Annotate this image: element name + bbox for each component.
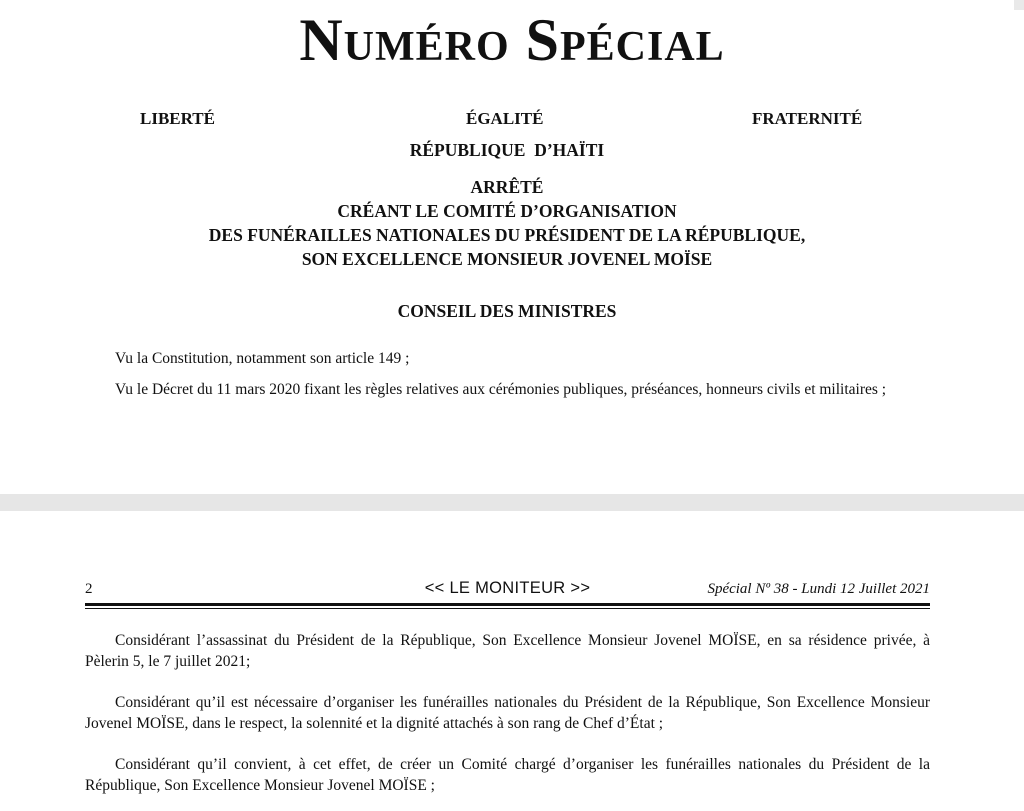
motto-liberte: LIBERTÉ (140, 109, 215, 128)
header-rule (85, 603, 930, 606)
motto-egalite: ÉGALITÉ (466, 109, 544, 128)
decree-title-line: CRÉANT LE COMITÉ D’ORGANISATION (337, 201, 677, 221)
document-page-2 (0, 511, 1024, 811)
running-header (85, 579, 930, 603)
issue-info: Spécial Nº 38 - Lundi 12 Juillet 2021 (707, 581, 930, 597)
considering-paragraph: Considérant qu’il convient, à cet effet, de créer un Comité chargé d’organiser les funérailles nationales du Président de la République, Son Excellence Monsieur Jovenel MOÏSE ; (85, 756, 930, 794)
page-separator (0, 494, 1024, 511)
masthead-title: Numéro Spécial (299, 7, 725, 73)
header-rule-thin (85, 608, 930, 609)
whereas-paragraph: Vu la Constitution, notamment son article 149 ; (115, 350, 410, 367)
considering-paragraph: Considérant l’assassinat du Président de la République, Son Excellence Monsieur Jovenel MOÏSE, en sa résidence privée, à Pèlerin 5, le 7 juillet 2021; (85, 632, 930, 670)
journal-name: << LE MONITEUR >> (424, 579, 591, 597)
republic-name: RÉPUBLIQUE D’HAÏTI (409, 140, 605, 160)
page-number: 2 (85, 581, 93, 597)
decree-title-line: SON EXCELLENCE MONSIEUR JOVENEL MOÏSE (301, 249, 713, 269)
motto-fraternite: FRATERNITÉ (752, 109, 863, 128)
decree-title-line: DES FUNÉRAILLES NATIONALES DU PRÉSIDENT DE LA RÉPUBLIQUE, (208, 225, 806, 245)
whereas-paragraph: Vu le Décret du 11 mars 2020 fixant les règles relatives aux cérémonies publiques, préséances, honneurs civils et militaires ; (115, 381, 887, 398)
decree-title-line: ARRÊTÉ (470, 177, 544, 197)
council-heading: CONSEIL DES MINISTRES (397, 301, 617, 321)
considering-paragraph: Considérant qu’il est nécessaire d’organiser les funérailles nationales du Président de la République, Son Excellence Monsieur Jovenel MOÏSE, dans le respect, la solennité et la dignité attachés à son rang de Chef d’État ; (85, 694, 930, 732)
